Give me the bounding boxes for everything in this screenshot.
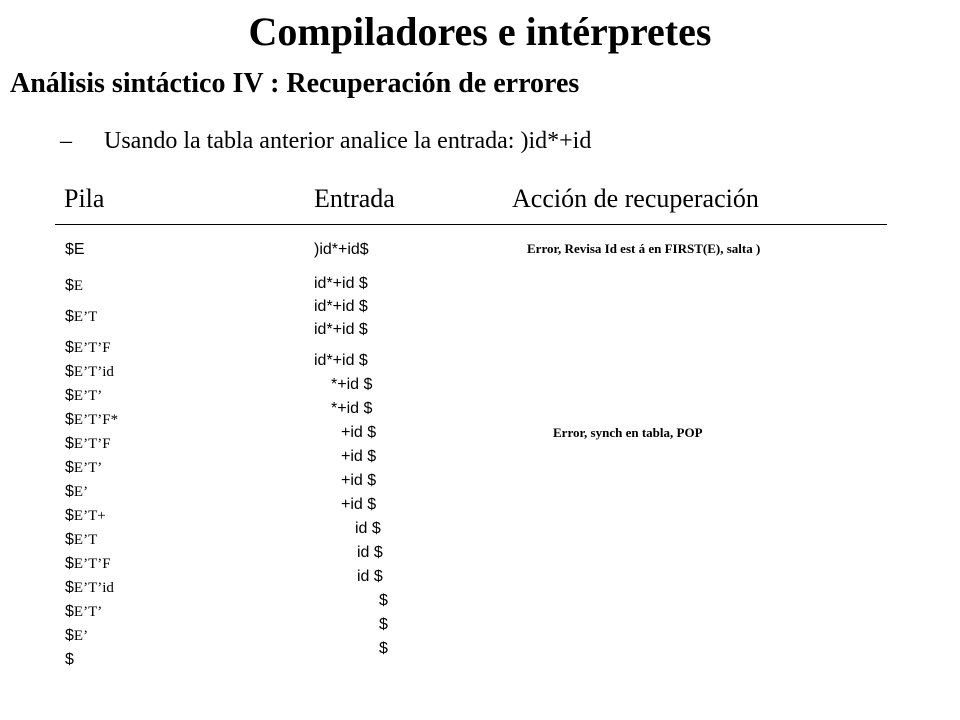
pila-cell: $E: [65, 277, 84, 294]
entrada-cell: $: [379, 640, 388, 657]
pila-cell: $E’T’: [65, 459, 103, 476]
pila-cell: $E’T’F*: [65, 411, 119, 428]
entrada-cell: id*+id $: [314, 298, 368, 315]
pila-cell: $: [65, 651, 74, 668]
pila-cell: $E’T’: [65, 603, 103, 620]
pila-cell: $E: [65, 241, 85, 258]
bullet-marker: –: [60, 128, 72, 154]
bullet-point: [60, 126, 591, 156]
entrada-cell: id $: [355, 520, 381, 537]
pila-cell: $E’T’id: [65, 579, 114, 596]
slide-title: Compiladores e intérpretes: [248, 9, 712, 54]
entrada-cell: +id $: [341, 496, 377, 513]
entrada-cell: *+id $: [331, 376, 373, 393]
pila-cell: $E’T’F: [65, 339, 111, 356]
accion-error-2: Error, synch en tabla, POP: [553, 425, 703, 440]
entrada-cell: id $: [357, 568, 383, 585]
entrada-cell: *+id $: [331, 400, 373, 417]
entrada-cell: id*+id $: [314, 352, 368, 369]
entrada-cell: $: [379, 592, 388, 609]
entrada-cell: +id $: [341, 472, 377, 489]
pila-cell: $E’T: [65, 531, 98, 548]
slide-subtitle: Análisis sintáctico IV : Recuperación de errores: [10, 68, 580, 99]
column-header-accion: Acción de recuperación: [512, 184, 759, 213]
pila-cell: $E’: [65, 627, 89, 644]
pila-cell: $E’T’F: [65, 435, 111, 452]
entrada-cell: id*+id $: [314, 275, 368, 292]
pila-cell: $E’T+: [65, 507, 106, 524]
entrada-cell: id*+id $: [314, 321, 368, 338]
entrada-cell: $: [379, 616, 388, 633]
pila-cell: $E’: [65, 483, 89, 500]
entrada-cell: id $: [357, 544, 383, 561]
header-divider: [55, 224, 887, 225]
pila-cell: $E’T’: [65, 387, 103, 404]
column-header-pila: Pila: [64, 184, 105, 213]
entrada-cell: +id $: [341, 424, 377, 441]
entrada-cell: +id $: [341, 448, 377, 465]
pila-cell: $E’T’id: [65, 363, 114, 380]
entrada-cell: )id*+id$: [314, 241, 369, 258]
pila-cell: $E’T’F: [65, 555, 111, 572]
bullet-text: Usando la tabla anterior analice la entrada: )id*+id: [104, 128, 592, 154]
column-header-entrada: Entrada: [314, 184, 395, 213]
pila-cell: $E’T: [65, 308, 98, 325]
accion-error-1: Error, Revisa Id est á en FIRST(E), salta ): [527, 241, 761, 256]
